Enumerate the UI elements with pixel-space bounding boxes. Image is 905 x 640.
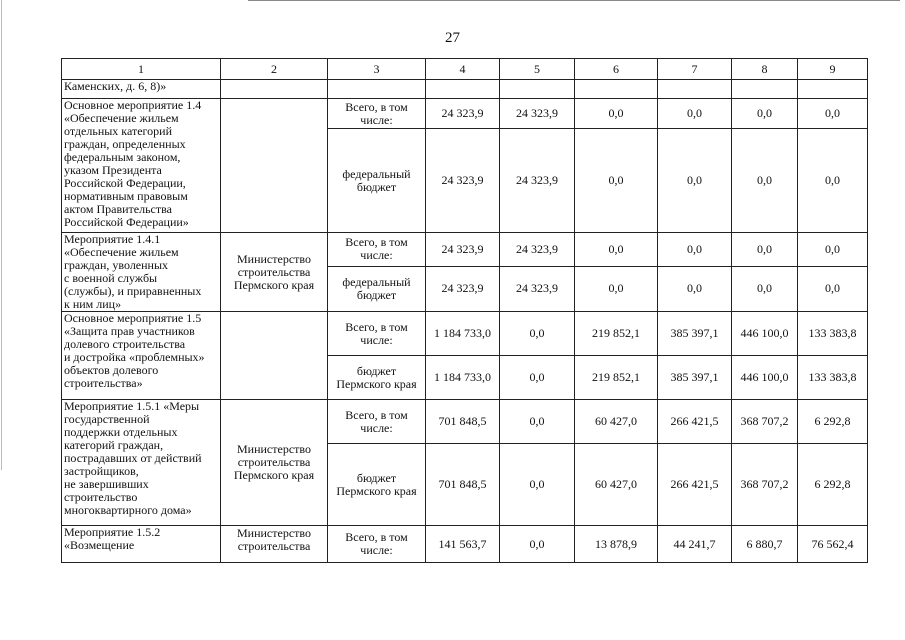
amount-cell: 0,0 [500,400,575,444]
amount-cell: 24 323,9 [426,266,500,311]
amount-cell: 701 848,5 [426,400,500,444]
amount-cell: 0,0 [575,233,658,267]
measure-name-cell: Мероприятие 1.4.1 «Обеспечение жильем граждан, уволенных с военной службы (службы), и приравненных к ним лиц» [62,233,221,312]
amount-cell: 0,0 [500,312,575,356]
amount-cell: 0,0 [500,526,575,563]
empty-cell [732,80,798,99]
amount-cell: 0,0 [732,129,798,233]
amount-cell: 24 323,9 [426,129,500,233]
empty-cell [575,80,658,99]
column-number: 5 [500,59,575,80]
table-body [62,59,868,563]
amount-cell: 0,0 [500,444,575,526]
column-number: 2 [221,59,328,80]
amount-cell: 446 100,0 [732,312,798,356]
column-number: 3 [328,59,426,80]
measure-name-cell: Мероприятие 1.5.1 «Меры государственной поддержки отдельных категорий граждан, пострадавших от действий застройщиков, не завершивших строительство многоквартирного дома» [62,400,221,526]
amount-cell: 13 878,9 [575,526,658,563]
amount-cell: 0,0 [575,266,658,311]
column-number: 7 [658,59,732,80]
amount-cell: 385 397,1 [658,356,732,400]
page-number: 27 [445,30,460,46]
executor-cell [221,99,328,233]
funding-source-cell: Всего, в том числе: [328,99,426,129]
funding-source-cell: федеральный бюджет [328,266,426,311]
amount-cell: 0,0 [575,99,658,129]
amount-cell: 266 421,5 [658,444,732,526]
amount-cell: 0,0 [798,129,868,233]
amount-cell: 219 852,1 [575,356,658,400]
funding-table [61,58,868,563]
column-number-row [62,59,868,80]
funding-source-cell: бюджет Пермского края [328,356,426,400]
amount-cell: 0,0 [500,356,575,400]
funding-source-cell: бюджет Пермского края [328,444,426,526]
measure-name-cell: Каменских, д. 6, 8)» [62,80,221,99]
amount-cell: 1 184 733,0 [426,356,500,400]
amount-cell: 0,0 [575,129,658,233]
amount-cell: 1 184 733,0 [426,312,500,356]
amount-cell: 701 848,5 [426,444,500,526]
amount-cell: 0,0 [798,99,868,129]
empty-cell [328,80,426,99]
measure-line-row [62,526,868,563]
amount-cell: 0,0 [798,266,868,311]
funding-source-cell: Всего, в том числе: [328,233,426,267]
amount-cell: 60 427,0 [575,444,658,526]
amount-cell: 446 100,0 [732,356,798,400]
left-scan-edge [1,0,2,470]
amount-cell: 6 880,7 [732,526,798,563]
empty-cell [221,80,328,99]
measure-line-row [62,400,868,444]
empty-cell [658,80,732,99]
amount-cell: 133 383,8 [798,356,868,400]
funding-source-cell: федеральный бюджет [328,129,426,233]
amount-cell: 0,0 [658,233,732,267]
amount-cell: 24 323,9 [426,99,500,129]
empty-cell [500,80,575,99]
amount-cell: 0,0 [732,266,798,311]
amount-cell: 133 383,8 [798,312,868,356]
executor-cell: Министерство строительства Пермского края [221,400,328,526]
amount-cell: 385 397,1 [658,312,732,356]
column-number: 4 [426,59,500,80]
amount-cell: 24 323,9 [426,233,500,267]
amount-cell: 60 427,0 [575,400,658,444]
amount-cell: 44 241,7 [658,526,732,563]
amount-cell: 24 323,9 [500,99,575,129]
amount-cell: 0,0 [658,266,732,311]
measure-name-cell: Основное мероприятие 1.4 «Обеспечение жильем отдельных категорий граждан, определенных федеральным законом, указом Президента Российской Федерации, нормативным правовым актом Правительства Российской Федерации» [62,99,221,233]
amount-cell: 141 563,7 [426,526,500,563]
top-border-line [248,0,900,1]
funding-source-cell: Всего, в том числе: [328,400,426,444]
amount-cell: 24 323,9 [500,129,575,233]
amount-cell: 266 421,5 [658,400,732,444]
amount-cell: 219 852,1 [575,312,658,356]
amount-cell: 368 707,2 [732,400,798,444]
amount-cell: 0,0 [732,233,798,267]
amount-cell: 24 323,9 [500,233,575,267]
measure-name-cell: Основное мероприятие 1.5 «Защита прав участников долевого строительства и достройка «проблемных» объектов долевого строительства» [62,312,221,400]
column-number: 9 [798,59,868,80]
amount-cell: 0,0 [732,99,798,129]
amount-cell: 6 292,8 [798,444,868,526]
amount-cell: 0,0 [658,129,732,233]
amount-cell: 0,0 [658,99,732,129]
funding-source-cell: Всего, в том числе: [328,312,426,356]
amount-cell: 0,0 [798,233,868,267]
empty-cell [426,80,500,99]
measure-line-row [62,233,868,267]
executor-cell: Министерство строительства [221,526,328,563]
column-number: 6 [575,59,658,80]
funding-source-cell: Всего, в том числе: [328,526,426,563]
continuation-row [62,80,868,99]
executor-cell [221,312,328,400]
amount-cell: 6 292,8 [798,400,868,444]
executor-cell: Министерство строительства Пермского края [221,233,328,312]
column-number: 8 [732,59,798,80]
amount-cell: 24 323,9 [500,266,575,311]
column-number: 1 [62,59,221,80]
measure-line-row [62,312,868,356]
measure-line-row [62,99,868,129]
amount-cell: 76 562,4 [798,526,868,563]
amount-cell: 368 707,2 [732,444,798,526]
empty-cell [798,80,868,99]
measure-name-cell [62,526,221,563]
measure-name-text: Мероприятие 1.5.2 «Возмещение [64,526,161,552]
